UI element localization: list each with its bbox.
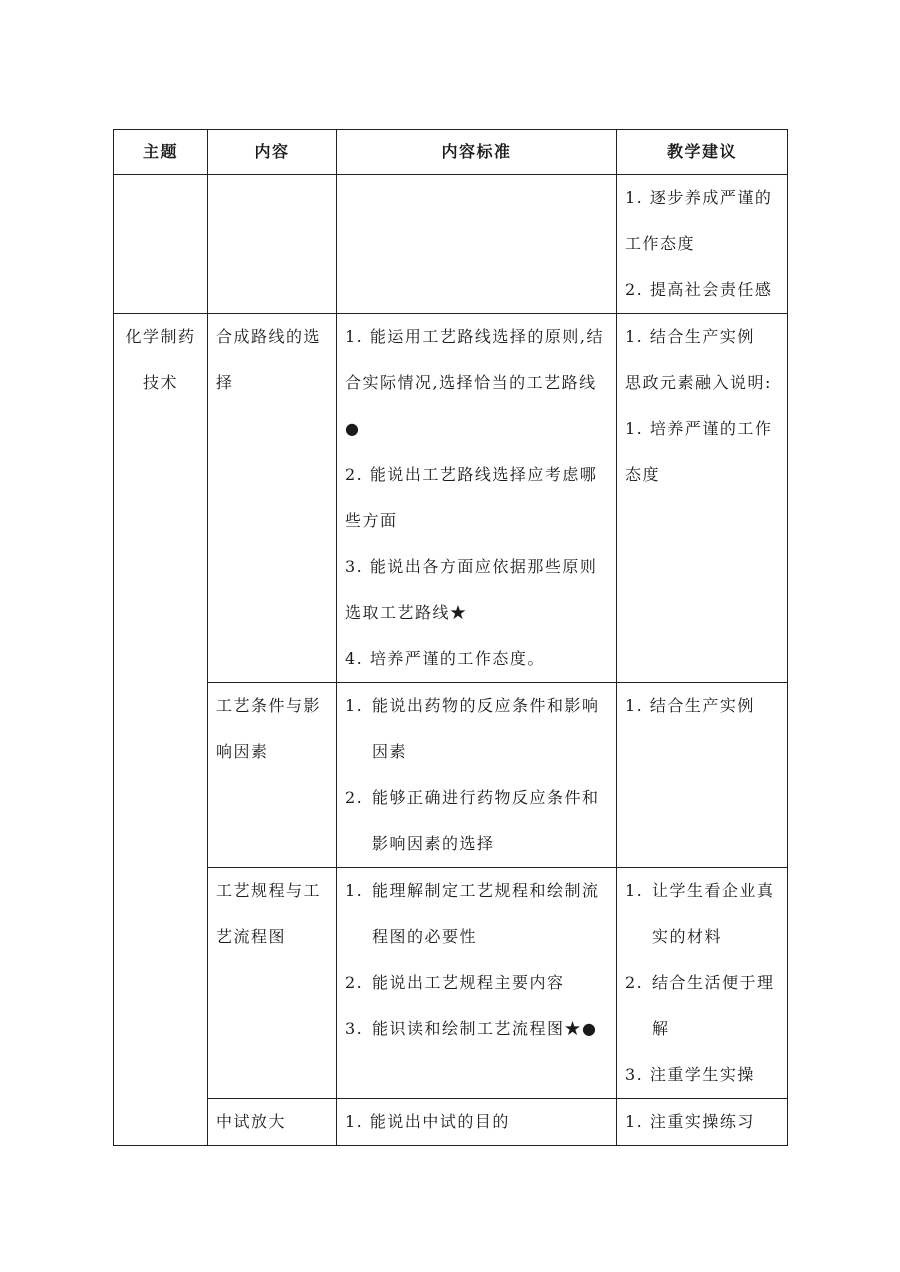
list-item: 1. 能理解制定工艺规程和绘制流程图的必要性 (345, 881, 600, 946)
text-line: 合成路线的选 (216, 327, 322, 346)
header-topic: 主题 (114, 130, 208, 175)
topic-line: 化学制药 (125, 327, 196, 346)
curriculum-table (113, 129, 788, 1146)
text-line: 2. 能说出工艺路线选择应考虑哪 (345, 465, 598, 484)
cell-content: 中试放大 (208, 1099, 337, 1146)
cell-standard-empty (337, 175, 617, 314)
cell-topic (114, 314, 208, 1146)
text-line: 响因素 (216, 742, 269, 761)
text-line: 1. 逐步养成严谨的 (625, 188, 773, 207)
text-line: 工艺规程与工 (216, 881, 322, 900)
table-row (114, 1099, 788, 1146)
cell-content-empty (208, 175, 337, 314)
list-item: 1. 让学生看企业真实的材料 (625, 881, 775, 946)
text-line: 1. 培养严谨的工作 (625, 419, 773, 438)
text-line: 4. 培养严谨的工作态度。 (345, 649, 545, 668)
header-row (114, 130, 788, 175)
cell-standard (337, 314, 617, 683)
text-line: 1. 结合生产实例 (625, 327, 755, 346)
text-line: 工作态度 (625, 234, 696, 253)
header-suggestion: 教学建议 (617, 130, 788, 175)
text-line: 择 (216, 373, 234, 392)
text-line: 艺流程图 (216, 927, 287, 946)
table-row (114, 868, 788, 1099)
text-line: 些方面 (345, 511, 398, 530)
text-line: 态度 (625, 465, 661, 484)
circle-mark: ● (345, 419, 361, 438)
text-line: 选取工艺路线★ (345, 603, 468, 622)
cell-suggestion (617, 868, 788, 1099)
text-line: 3. 能说出各方面应依据那些原则 (345, 557, 598, 576)
topic-line: 技术 (142, 373, 178, 392)
table-row (114, 175, 788, 314)
text-line: 3. 注重学生实操 (625, 1065, 755, 1084)
text-line: 工艺条件与影 (216, 696, 322, 715)
cell-suggestion (617, 683, 788, 868)
cell-content (208, 314, 337, 683)
cell-topic-empty (114, 175, 208, 314)
text-line: 1. 结合生产实例 (625, 696, 755, 715)
list-item: 2. 能说出工艺规程主要内容 (345, 973, 565, 992)
cell-suggestion: 1. 注重实操练习 (617, 1099, 788, 1146)
text-line: 思政元素融入说明: (625, 373, 772, 392)
table-row (114, 314, 788, 683)
cell-content (208, 868, 337, 1099)
list-item: 3. 能识读和绘制工艺流程图★● (345, 1019, 598, 1038)
cell-standard (337, 683, 617, 868)
header-content: 内容 (208, 130, 337, 175)
header-standard: 内容标准 (337, 130, 617, 175)
cell-suggestion (617, 314, 788, 683)
table-row (114, 683, 788, 868)
cell-suggestion (617, 175, 788, 314)
cell-standard: 1. 能说出中试的目的 (337, 1099, 617, 1146)
cell-content (208, 683, 337, 868)
list-item: 1. 能说出药物的反应条件和影响因素 (345, 696, 600, 761)
text-line: 1. 能运用工艺路线选择的原则,结 (345, 327, 604, 346)
list-item: 2. 能够正确进行药物反应条件和影响因素的选择 (345, 788, 600, 853)
text-line: 合实际情况,选择恰当的工艺路线 (345, 373, 597, 392)
list-item: 2. 结合生活便于理解 (625, 973, 775, 1038)
cell-standard (337, 868, 617, 1099)
text-line: 2. 提高社会责任感 (625, 280, 773, 299)
